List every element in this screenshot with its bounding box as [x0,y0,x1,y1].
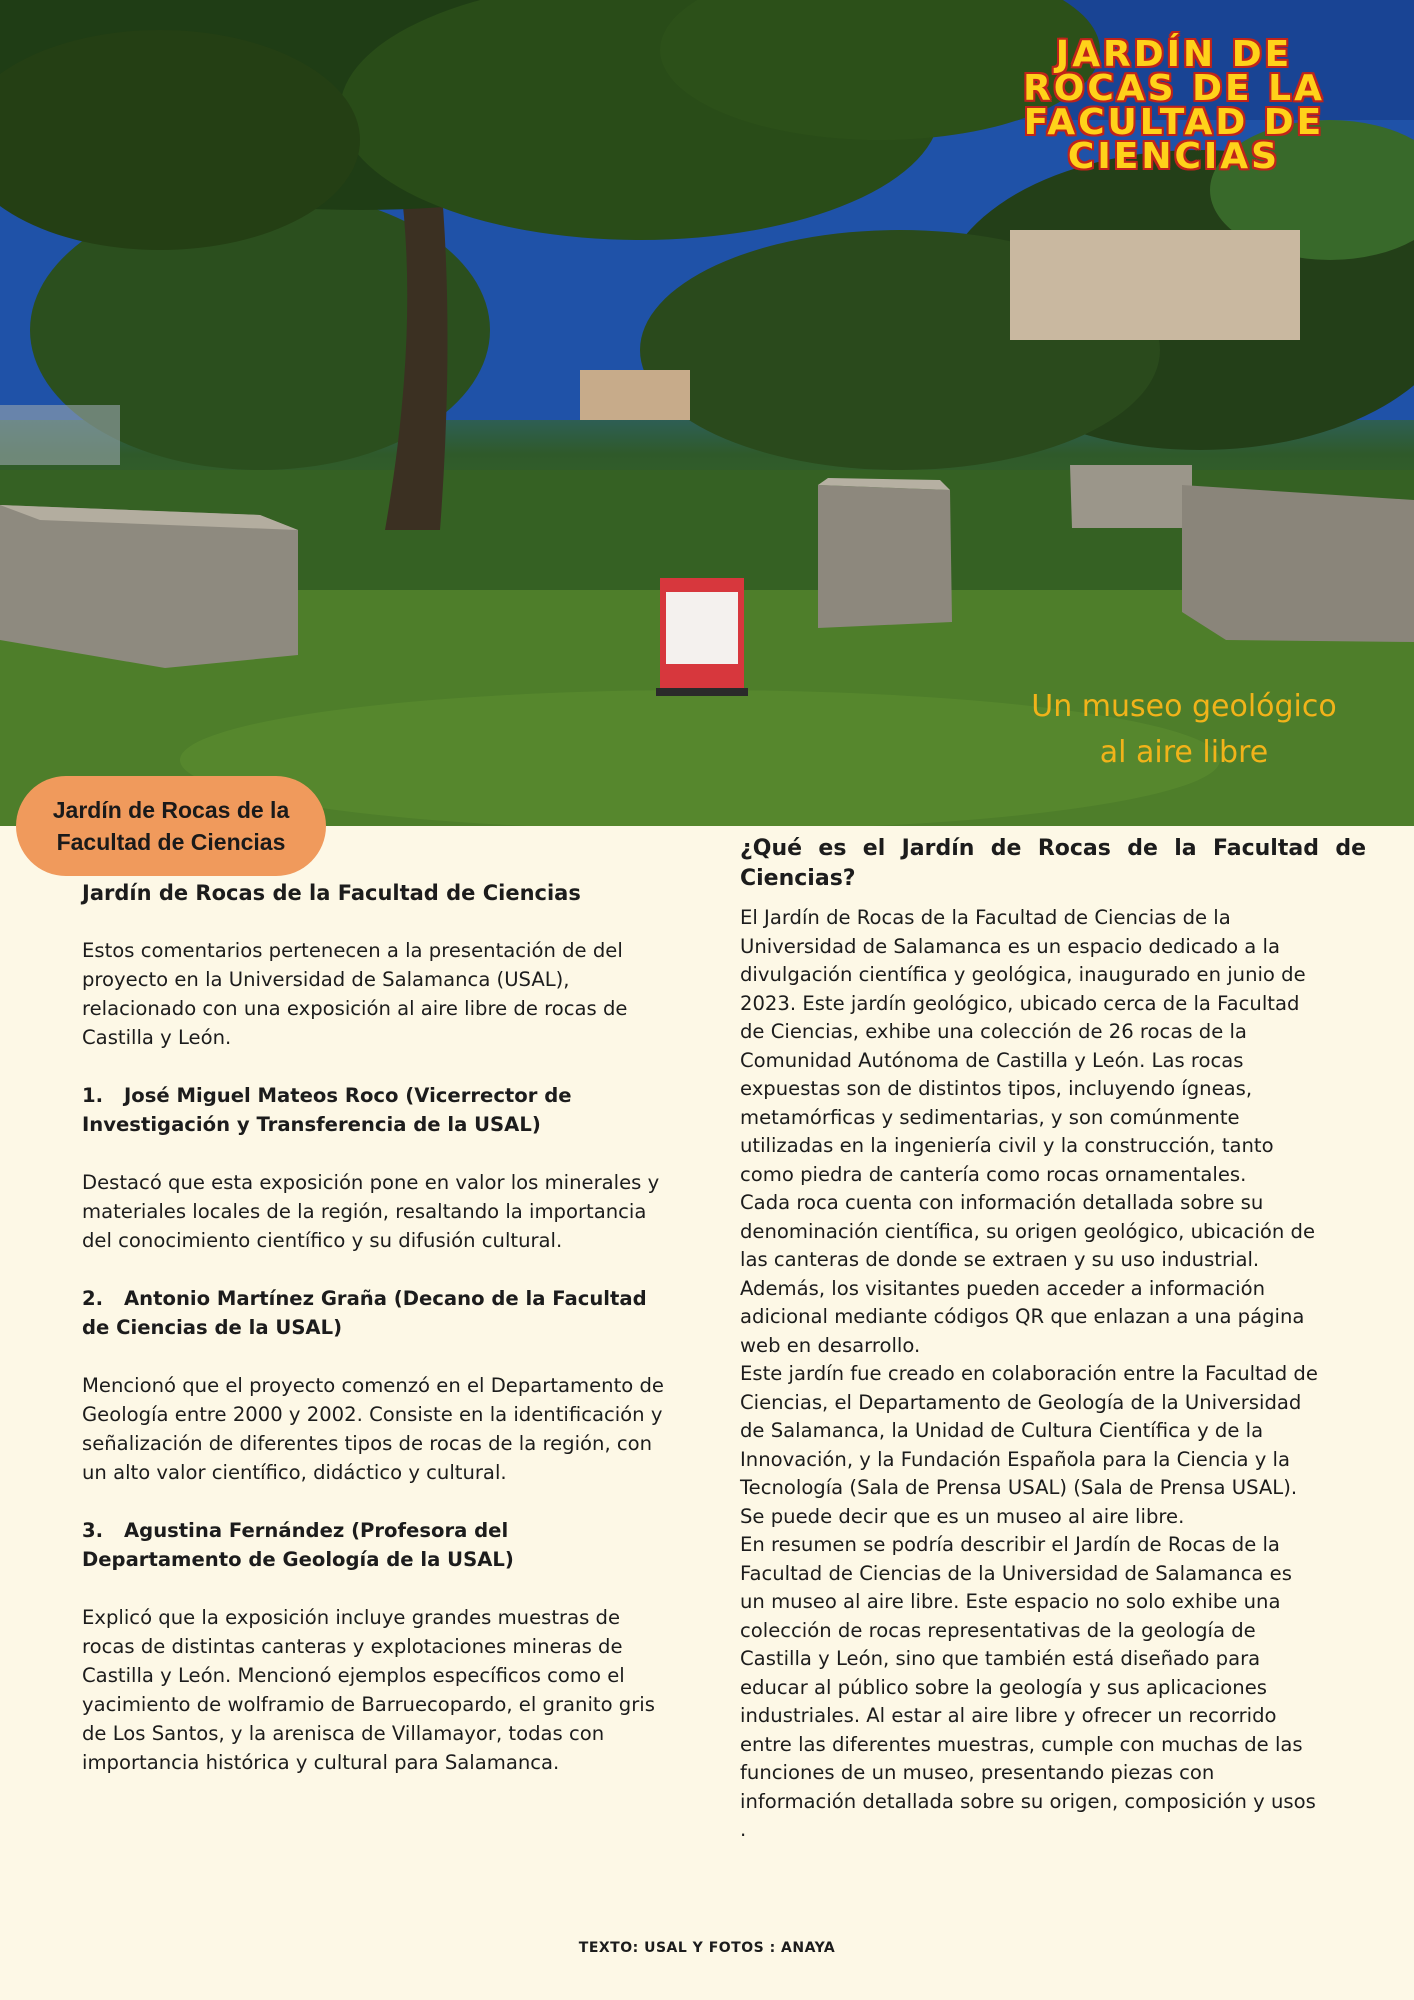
hero-photo [0,0,1414,826]
badge-line: Facultad de Ciencias [56,829,286,855]
section-number: 1. [82,1084,104,1107]
left-heading: Jardín de Rocas de la Facultad de Ciencias [82,881,581,905]
right-heading: ¿Qué es el Jardín de Rocas de la Facultad de Ciencias? [740,836,1366,891]
badge-line: Jardín de Rocas de la [52,797,290,823]
section-heading [82,1081,672,1139]
section-title: José Miguel Mateos Roco (Vicerrector de Investigación y Transferencia de la USAL) [82,1084,572,1136]
section-heading [82,1284,672,1342]
title-line: CIENCIAS [1067,136,1281,177]
section-badge [16,776,326,876]
subtitle [1014,684,1354,776]
section-body: Mencionó que el proyecto comenzó en el Departamento de Geología entre 2000 y 2002. Consiste en la identificación y señalización de diferentes tipos de rocas de la región, con un alto valor científico, didáctico y cultural. [82,1374,664,1484]
body-paragraph: Se puede decir que es un museo al aire libre. [740,1504,1185,1528]
section-heading [82,1516,672,1574]
body-paragraph: En resumen se podría describir el Jardín de Rocas de la Facultad de Ciencias de la Universidad de Salamanca es un museo al aire libre. Este espacio no solo exhibe una colección de rocas representativas de la geología de Castilla y León, sino que también está diseñado para educar al público sobre la geología y sus aplicaciones industriales. Al estar al aire libre y ofrecer un recorrido entre las diferentes muestras, cumple con muchas de las funciones de un museo, presentando piezas con información detallada sobre su origen, composición y usos . [740,1533,1316,1841]
body-paragraph: Cada roca cuenta con información detallada sobre su denominación científica, su origen geológico, ubicación de las canteras de donde se extraen y su uso industrial. Además, los visitantes pueden acceder a información adicional mediante códigos QR que enlazan a una página web en desarrollo. [740,1191,1316,1357]
left-column [82,878,672,1806]
body-paragraph: El Jardín de Rocas de la Facultad de Ciencias de la Universidad de Salamanca es un espacio dedicado a la divulgación científica y geológica, inaugurado en junio de 2023. Este jardín geológico, ubicado cerca de la Facultad de Ciencias, exhibe una colección de 26 rocas de la Comunidad Autónoma de Castilla y León. Las rocas expuestas son de distintos tipos, incluyendo ígneas, metamórficas y sedimentarias, y son comúnmente utilizadas en la ingeniería civil y la construcción, tanto como piedra de cantería como rocas ornamentales. [740,906,1306,1186]
subtitle-line: al aire libre [1099,735,1269,770]
section-title: Antonio Martínez Graña (Decano de la Facultad de Ciencias de la USAL) [82,1287,647,1339]
subtitle-line: Un museo geológico [1031,689,1337,724]
intro-paragraph: Estos comentarios pertenecen a la presentación de del proyecto en la Universidad de Salamanca (USAL), relacionado con una exposición al aire libre de rocas de Castilla y León. [82,939,628,1049]
photo-credit: TEXTO: USAL Y FOTOS : ANAYA [578,1940,836,1956]
section-number: 2. [82,1287,104,1310]
right-column [740,834,1366,1845]
section-title: Agustina Fernández (Profesora del Departamento de Geología de la USAL) [82,1519,514,1571]
section-body: Destacó que esta exposición pone en valor los minerales y materiales locales de la región, resaltando la importancia del conocimiento científico y su difusión cultural. [82,1171,660,1252]
main-title [994,34,1354,177]
section-number: 3. [82,1519,104,1542]
title-line: JARDÍN DE [1055,34,1293,75]
section-body: Explicó que la exposición incluye grandes muestras de rocas de distintas canteras y explotaciones mineras de Castilla y León. Mencionó ejemplos específicos como el yacimiento de wolframio de Barruecopardo, el granito gris de Los Santos, y la arenisca de Villamayor, todas con importancia histórica y cultural para Salamanca. [82,1606,655,1774]
title-line: FACULTAD DE [1023,102,1325,143]
body-paragraph: Este jardín fue creado en colaboración entre la Facultad de Ciencias, el Departamento de Geología de la Universidad de Salamanca, la Unidad de Cultura Científica y de la Innovación, y la Fundación Española para la Ciencia y la Tecnología (Sala de Prensa USAL) (Sala de Prensa USAL). [740,1362,1318,1499]
title-line: ROCAS DE LA [1023,68,1325,109]
